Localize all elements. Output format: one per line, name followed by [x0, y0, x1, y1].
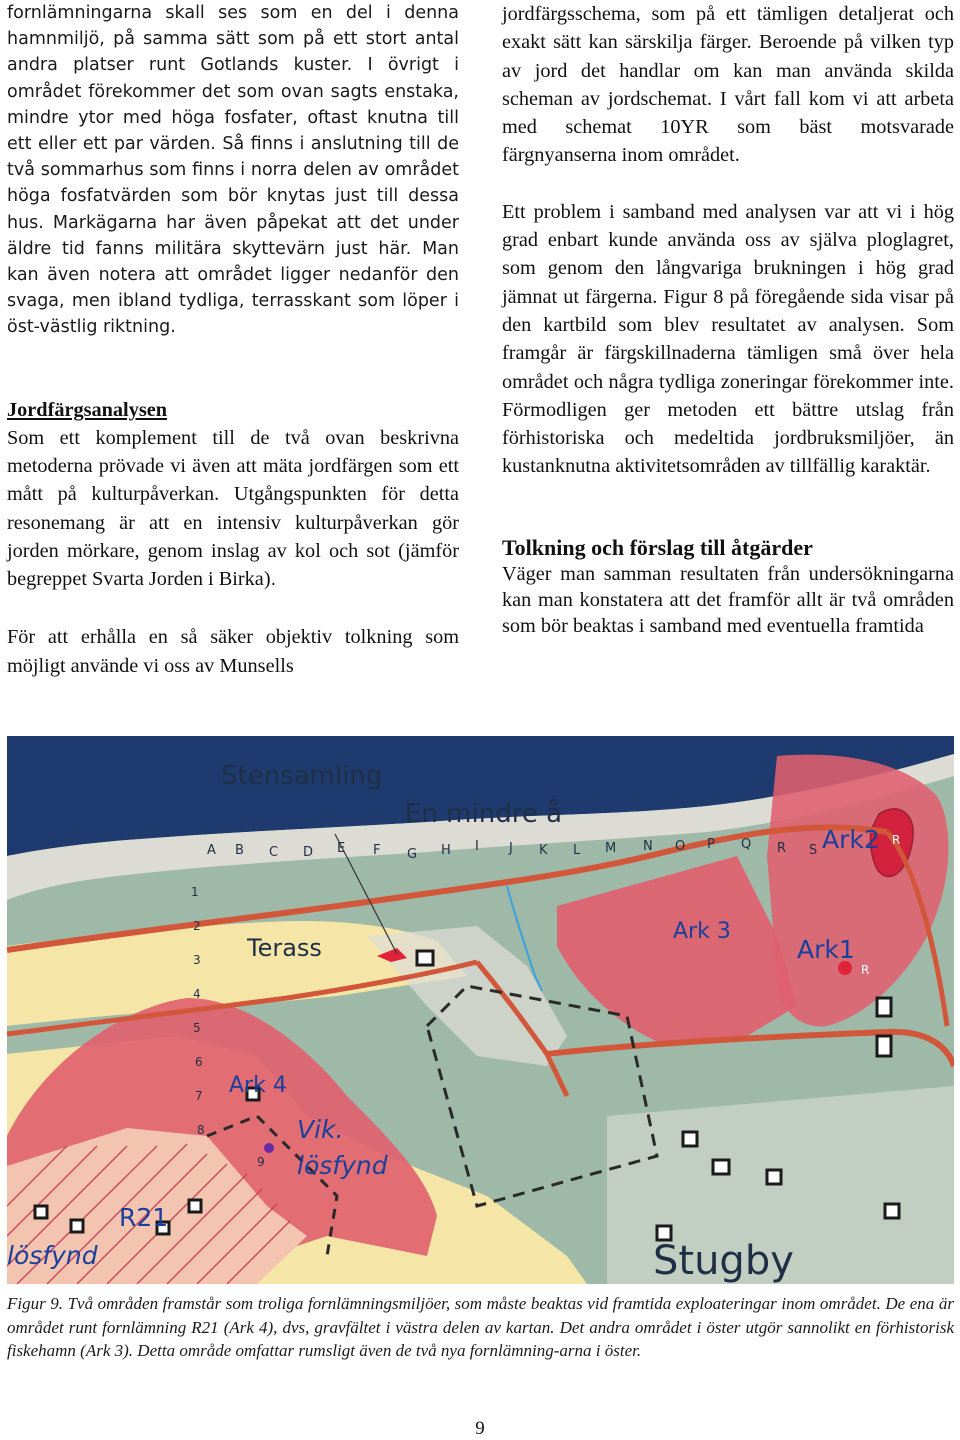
grid-number: 3 — [193, 953, 201, 967]
grid-number: 6 — [195, 1055, 203, 1069]
grid-letter: Q — [741, 837, 752, 852]
grid-letter: P — [707, 837, 715, 852]
right-para1-part2: Beroende på vilken typ av jord det handlar om kan man använda skilda scheman av jordschemat. I vårt fall kom vi att arbeta med schemat 10YR som bäst motsvarade färgnyanserna inom området. — [502, 31, 954, 167]
label-stugby: Stugby — [653, 1238, 794, 1284]
grid-letter: I — [475, 839, 479, 854]
left-paragraph-1 — [7, 0, 459, 341]
grid-number: 5 — [193, 1021, 201, 1035]
label-terass: Terass — [247, 934, 322, 962]
right-para2-part1: Ett problem i samband med analysen var att vi i hög grad enbart kunde använda oss av själva ploglagret, som genom den långvariga brukningen i hög grad jämnat ut färgerna. — [502, 200, 954, 308]
vik-losfynd-dot — [264, 1143, 274, 1153]
grid-letter: K — [539, 843, 548, 858]
left-paragraph-3: För att erhålla en så säker objektiv tolkning som möjligt använde vi oss av Munsells — [7, 626, 459, 677]
label-en-mindre-a: En mindre å — [405, 799, 563, 829]
grid-number: 9 — [257, 1155, 265, 1169]
grid-letter: E — [337, 841, 346, 856]
grid-letter: B — [235, 843, 244, 858]
right-paragraph-3: Väger man samman resultaten från undersökningarna kan man konstatera att det framför allt är två områden som bör beaktas i samband med eventuella framtida — [502, 562, 954, 637]
grid-letter: H — [441, 843, 451, 858]
right-paragraph-1 — [502, 0, 954, 170]
label-ark3: Ark 3 — [673, 919, 731, 944]
left-para2-part2: Utgångspunkten för detta resonemang är att en intensiv kulturpåverkan gör jorden mörkare, genom inslag av kol och sot (jämför begreppet Svarta Jorden i Birka) — [7, 483, 459, 591]
jordfarg-heading: Jordfärgsanalysen — [7, 398, 168, 421]
grid-number: 1 — [191, 885, 199, 899]
figure-caption: Figur 9. Två områden framstår som troliga fornlämningsmiljöer, som måste beaktas vid framtida exploateringar inom området. De ena är området runt fornlämning R21 (Ark 4), dvs, gravfältet i västra delen av kartan. Det andra området i öster utgör sannolikt en förhistorisk fiskehamn (Ark 3). Detta område omfattar rumsligt även de två nya fornlämning-arna i öster. — [7, 1294, 954, 1360]
grid-letter: D — [303, 845, 314, 860]
right-para2-part2: Figur 8 på föregående sida visar på den kartbild som blev resultatet av analysen. — [502, 285, 955, 336]
label-ark4: Ark 4 — [229, 1073, 287, 1098]
label-ark2: Ark2 — [822, 825, 880, 854]
grid-letter: L — [573, 843, 581, 858]
grid-letter: F — [373, 843, 381, 858]
grid-letter: G — [407, 847, 418, 862]
left-para1-part2: Så finns i anslutning till de två sommarhus som finns i norra delen av området höga fosfatvärden som bör knytas just till dessa hus. Markägarna har även påpekat att det under äldre tid fanns militära skyttevärn just här. Man kan även notera att området ligger nedanför den svaga, men ibland tydliga, terrasskant som löper i öst-västlig riktning. — [7, 134, 459, 338]
page-number: 9 — [475, 1418, 485, 1439]
left-paragraph-2 — [7, 424, 459, 594]
tolkning-heading: Tolkning och förslag till åtgärder — [502, 534, 813, 560]
left-para2-end: . — [270, 570, 277, 591]
grid-letter: A — [207, 843, 216, 858]
label-ark1-r: R — [861, 963, 870, 977]
left-para2-part1: Som ett komplement till de två ovan beskrivna metoderna prövade vi även att mäta jordfärgen som ett mått på kulturpåverkan. — [7, 426, 459, 506]
label-stensamling: Stensamling — [221, 761, 383, 791]
grid-number: 7 — [195, 1089, 203, 1103]
left-para1-part1: fornlämningarna skall ses som en del i denna hamnmiljö, på samma sätt som på ett stort antal andra platser runt Gotlands kuster. I övrigt i området förekommer det som ovan sagts enstaka, mindre ytor med höga fosfater, oftast knutna till ett eller ett par värden. — [7, 3, 459, 155]
label-ark1: Ark1 — [797, 935, 855, 964]
right-paragraph-2 — [502, 198, 954, 481]
grid-number: 8 — [197, 1123, 205, 1137]
label-vik-losfynd: lösfynd — [297, 1151, 388, 1180]
label-r21-losfynd: lösfynd — [7, 1241, 98, 1270]
left-column — [7, 0, 459, 680]
grid-number: 2 — [193, 919, 201, 933]
right-para2-part4: Förmodligen ger metoden ett bättre utslag från förhistoriska och medeltida jordbruksmiljöer, än kustanknutna aktivitetsområden av tillfällig karaktär. — [502, 398, 954, 478]
label-vik: Vik. — [297, 1115, 344, 1144]
right-para1-part1: jordfärgsschema, som på ett tämligen detaljerat och exakt sätt kan särskilja färger. — [502, 3, 954, 54]
grid-letter: R — [777, 841, 787, 856]
label-ark2-r: R — [892, 833, 901, 847]
grid-letter: C — [269, 845, 279, 860]
map-svg — [7, 736, 954, 1284]
map-figure — [7, 736, 954, 1284]
right-para2-part3: Som framgår är färgskillnaderna tämligen små över hela området och några tydliga zoneringar förekommer inte. — [502, 313, 954, 393]
grid-number: 4 — [193, 987, 201, 1001]
right-column — [502, 0, 954, 639]
grid-letter: S — [809, 843, 818, 858]
grid-letter: M — [605, 841, 617, 856]
grid-letter: J — [509, 841, 513, 856]
grid-letter: O — [675, 839, 686, 854]
label-r21: R21 — [119, 1203, 169, 1232]
grid-letter: N — [643, 839, 653, 854]
